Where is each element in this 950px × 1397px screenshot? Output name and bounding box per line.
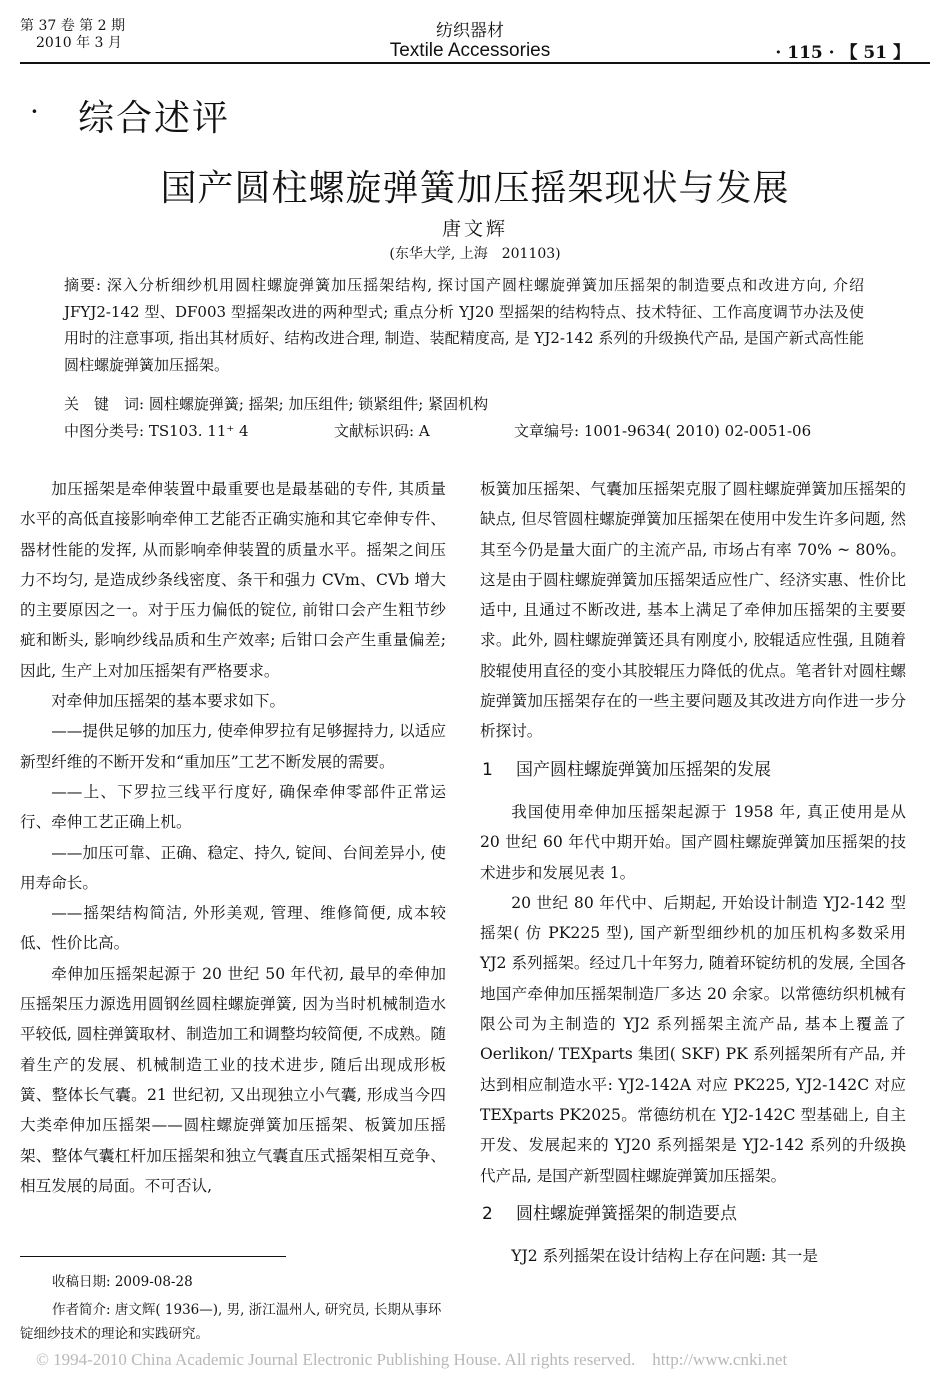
section-label: 综合述评 xyxy=(78,98,231,139)
paragraph: ——摇架结构简洁, 外形美观, 管理、维修简便, 成本较低、性价比高。 xyxy=(20,904,446,953)
paragraph: ——提供足够的加压力, 使牵伸罗拉有足够握持力, 以适应新型纤维的不断开发和“重加压”工艺不断发展的需要。 xyxy=(20,722,446,771)
author-name: 唐文辉 xyxy=(441,218,508,240)
journal-name xyxy=(350,22,590,61)
section-heading-2 xyxy=(480,1199,906,1229)
article-number: 文章编号: 1001-9634( 2010) 02-0051-06 xyxy=(514,422,812,440)
section-bullet: · xyxy=(30,95,39,128)
copyright-watermark: © 1994-2010 China Academic Journal Electronic Publishing House. All rights reserved. http://www.cnki.net xyxy=(36,1350,788,1369)
issue-date: 2010 年 3 月 xyxy=(36,35,122,51)
paragraph: 我国使用牵伸加压摇架起源于 1958 年, 真正使用是从 20 世纪 60 年代中期开始。国产圆柱螺旋弹簧加压摇架的技术进步和发展见表 1。 xyxy=(480,802,906,882)
paragraph: ——加压可靠、正确、稳定、持久, 锭间、台间差异小, 使用寿命长。 xyxy=(20,843,446,892)
paragraph: ——上、下罗拉三线平行度好, 确保牵伸零部件正常运行、牵伸工艺正确上机。 xyxy=(20,782,446,832)
paragraph: 对牵伸加压摇架的基本要求如下。 xyxy=(51,692,286,711)
body-right-column xyxy=(480,474,906,1271)
clc-number: 中图分类号: TS103. 11⁺ 4 xyxy=(64,422,249,440)
volume-issue: 第 37 卷 第 2 期 xyxy=(20,18,125,34)
paragraph: 20 世纪 80 年代中、后期起, 开始设计制造 YJ2-142 型摇架( 仿 PK225 型), 国产新型细纱机的加压机构多数采用 YJ2 系列摇架。经过几十年努力, 随着环锭纺机的发展, 全国各地国产牵伸加压摇架制造厂多达 20 余家。以常德纺织机械有限公司为主制造的 YJ2 系列摇架主流产品, 基本上覆盖了 Oerlikon/ TEXparts 集团( SKF) PK 系列摇架所有产品, 并达到相应制造水平: YJ2-142A 对应 PK225, YJ2-142C 对应 TEXparts PK2025。常德纺机在 YJ2-142C 型基础上, 自主开发、发展起来的 YJ20 系列摇架是 YJ2-142 系列的升级换代产品, 是国产新型圆柱螺旋弹簧加压摇架。 xyxy=(480,893,906,1185)
page-number: · 115 · 【 51 】 xyxy=(775,43,910,63)
journal-name-en: Textile Accessories xyxy=(389,40,551,61)
abstract: 摘要: 深入分析细纱机用圆柱螺旋弹簧加压摇架结构, 探讨国产圆柱螺旋弹簧加压摇架的制造要点和改进方向, 介绍 JFYJ2-142 型、DF003 型摇架改进的两种型式; 重点分析 YJ20 型摇架的结构特点、技术特征、工作高度调节办法及使用时的注意事项, 指出其材质好、结构改进合理, 制造、装配精度高, 是 YJ2-142 系列的升级换代产品, 是国产新式高性能圆柱螺旋弹簧加压摇架。 xyxy=(64,276,864,374)
footnote-divider xyxy=(20,1256,286,1257)
body-left-column xyxy=(20,474,446,1201)
keywords: 关 键 词: 圆柱螺旋弹簧; 摇架; 加压组件; 锁紧组件; 紧固机构 xyxy=(64,395,489,413)
author-bio: 作者简介: 唐文辉( 1936—), 男, 浙江温州人, 研究员, 长期从事环锭细纱技术的理论和实践研究。 xyxy=(20,1302,442,1342)
paragraph: 板簧加压摇架、气囊加压摇架克服了圆柱螺旋弹簧加压摇架的缺点, 但尽管圆柱螺旋弹簧加压摇架在使用中发生许多问题, 然其至今仍是量大面广的主流产品, 市场占有率 70% ~ 80%。这是由于圆柱螺旋弹簧加压摇架适应性广、经济实惠、性价比适中, 且通过不断改进, 基本上满足了牵伸加压摇架的主要要求。此外, 圆柱螺旋弹簧还具有刚度小, 胶辊适应性强, 且随着胶辊使用直径的变小其胶辊压力降低的优点。笔者针对圆柱螺旋弹簧加压摇架存在的一些主要问题及其改进方向作进一步分析探讨。 xyxy=(480,480,906,741)
received-date: 收稿日期: 2009-08-28 xyxy=(52,1274,193,1290)
section-number: 2 xyxy=(482,1203,493,1224)
section-heading-text: 圆柱螺旋弹簧摇架的制造要点 xyxy=(516,1203,737,1224)
paragraph: YJ2 系列摇架在设计结构上存在问题: 其一是 xyxy=(511,1247,818,1266)
section-heading-1 xyxy=(480,755,906,785)
header-divider xyxy=(20,62,930,64)
paragraph: 牵伸加压摇架起源于 20 世纪 50 年代初, 最早的牵伸加压摇架压力源选用圆钢丝圆柱螺旋弹簧, 因为当时机械制造水平较低, 圆柱弹簧取材、制造加工和调整均较简便, 不成熟。随着生产的发展、机械制造工业的技术进步, 随后出现成形板簧、整体长气囊。21 世纪初, 又出现独立小气囊, 形成当今四大类牵伸加压摇架——圆柱螺旋弹簧加压摇架、板簧加压摇架、整体气囊杠杆加压摇架和独立气囊直压式摇架相互竞争、相互发展的局面。不可否认, xyxy=(20,964,446,1195)
section-heading-text: 国产圆柱螺旋弹簧加压摇架的发展 xyxy=(516,759,771,780)
paragraph: 加压摇架是牵伸装置中最重要也是最基础的专件, 其质量水平的高低直接影响牵伸工艺能否正确实施和其它牵伸专件、器材性能的发挥, 从而影响牵伸装置的质量水平。摇架之间压力不均匀, 是造成纱条线密度、条干和强力 CVm、CVb 增大的主要原因之一。对于压力偏低的锭位, 前钳口会产生粗节纱疵和断头, 影响纱线品质和生产效率; 后钳口会产生重量偏差; 因此, 生产上对加压摇架有严格要求。 xyxy=(20,480,446,680)
document-code: 文献标识码: A xyxy=(334,422,430,440)
section-number: 1 xyxy=(482,759,493,780)
article-title: 国产圆柱螺旋弹簧加压摇架现状与发展 xyxy=(160,168,790,209)
running-header-left xyxy=(20,18,125,52)
journal-name-cn: 纺织器材 xyxy=(436,21,504,41)
author-affiliation: (东华大学, 上海 201103) xyxy=(389,246,561,262)
